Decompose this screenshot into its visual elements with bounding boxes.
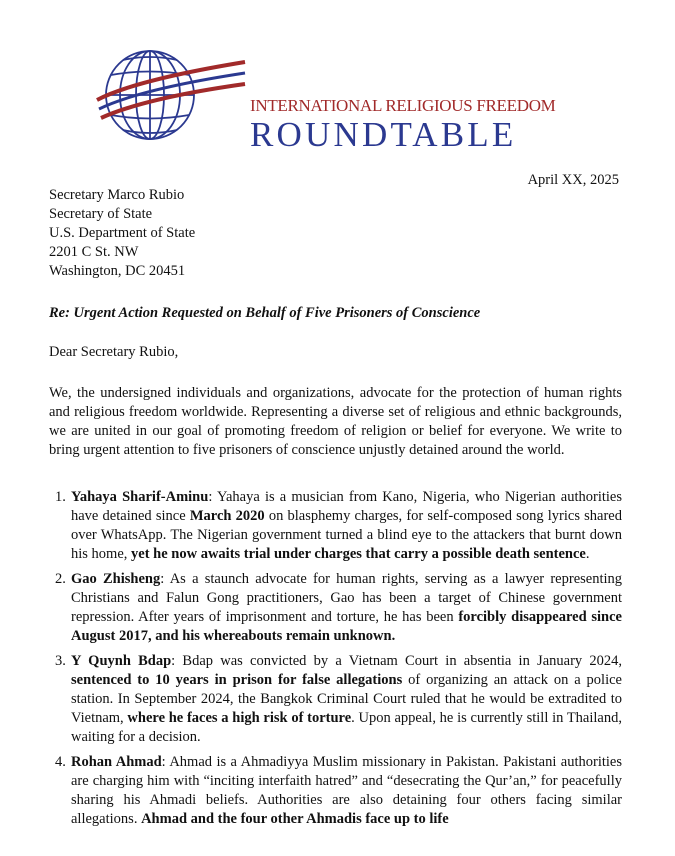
item-text: . bbox=[585, 546, 590, 562]
item-number: 1. bbox=[55, 489, 66, 505]
item-text: : As a staunch advocate for human rights, serving as a lawyer representing Christians and Falun Gong practitioners, Gao has been a target of Chinese government repression. After years of imprisonment and torture, he has been bbox=[71, 571, 623, 625]
item-number: 2. bbox=[55, 571, 66, 587]
item-text: . Upon appeal, he is currently still in Thailand, waiting for a decision. bbox=[71, 710, 622, 745]
subject-line: Re: Urgent Action Requested on Behalf of Five Prisoners of Conscience bbox=[49, 305, 481, 321]
address-line: Secretary Marco Rubio bbox=[49, 187, 185, 203]
item-emphasis: Ahmad and the four other Ahmadis face up to life bbox=[141, 811, 449, 827]
item-text: : Bdap was convicted by a Vietnam Court in absentia in January 2024, bbox=[171, 653, 622, 669]
letter-date: April XX, 2025 bbox=[527, 172, 619, 188]
item-emphasis: where he faces a high risk of torture bbox=[127, 710, 352, 726]
prisoner-name: Y Quynh Bdap bbox=[71, 653, 172, 669]
list-item bbox=[49, 753, 622, 829]
item-emphasis: sentenced to 10 years in prison for false allegations bbox=[71, 672, 403, 688]
prisoner-name: Rohan Ahmad bbox=[71, 754, 162, 770]
recipient-address bbox=[49, 186, 195, 281]
org-name-line2: ROUNDTABLE bbox=[250, 115, 517, 154]
intro-paragraph: We, the undersigned individuals and organizations, advocate for the protection of human rights and religious freedom worldwide. Representing a diverse set of religious and ethnic backgrounds, we are united in our goal of promoting freedom of religion or belief for everyone. We write to bring urgent attention to five prisoners of conscience unjustly detained around the world. bbox=[49, 385, 622, 458]
item-text: on blasphemy charges, for self-composed song lyrics shared over WhatsApp. The Nigerian government turned a blind eye to the attackers that burnt down his home, bbox=[71, 508, 622, 562]
org-name-line1: INTERNATIONAL RELIGIOUS FREEDOM bbox=[250, 96, 556, 115]
item-text: : Ahmad is a Ahmadiyya Muslim missionary in Pakistan. Pakistani authorities are charging him with “inciting interfaith hatred” and “desecrating the Qur’an,” for peacefully sharing his Ahmadi beliefs. Authorities are also detaining four others facing similar allegations. bbox=[71, 754, 623, 827]
list-item bbox=[49, 488, 622, 564]
item-text: of organizing an attack on a police station. In September 2024, the Bangkok Criminal Court ruled that he would be extradited to Vietnam, bbox=[71, 672, 622, 726]
globe-swoosh-logo-icon bbox=[95, 40, 255, 155]
item-emphasis: yet he now awaits trial under charges that carry a possible death sentence bbox=[131, 546, 586, 562]
prisoner-name: Gao Zhisheng bbox=[71, 571, 161, 587]
address-line: Secretary of State bbox=[49, 206, 153, 222]
address-line: Washington, DC 20451 bbox=[49, 263, 186, 279]
letterhead-logo bbox=[95, 40, 575, 155]
address-line: 2201 C St. NW bbox=[49, 244, 139, 260]
item-text: : Yahaya is a musician from Kano, Nigeria, who Nigerian authorities have detained since bbox=[71, 489, 622, 524]
prisoner-list bbox=[49, 488, 622, 835]
item-number: 3. bbox=[55, 653, 66, 669]
list-item bbox=[49, 652, 622, 747]
item-emphasis: forcibly disappeared since August 2017, and his whereabouts remain unknown. bbox=[71, 609, 622, 644]
list-item bbox=[49, 570, 622, 646]
item-emphasis: March 2020 bbox=[189, 508, 265, 524]
address-line: U.S. Department of State bbox=[49, 225, 196, 241]
prisoner-name: Yahaya Sharif-Aminu bbox=[71, 489, 209, 505]
item-number: 4. bbox=[55, 754, 66, 770]
salutation: Dear Secretary Rubio, bbox=[49, 344, 179, 360]
